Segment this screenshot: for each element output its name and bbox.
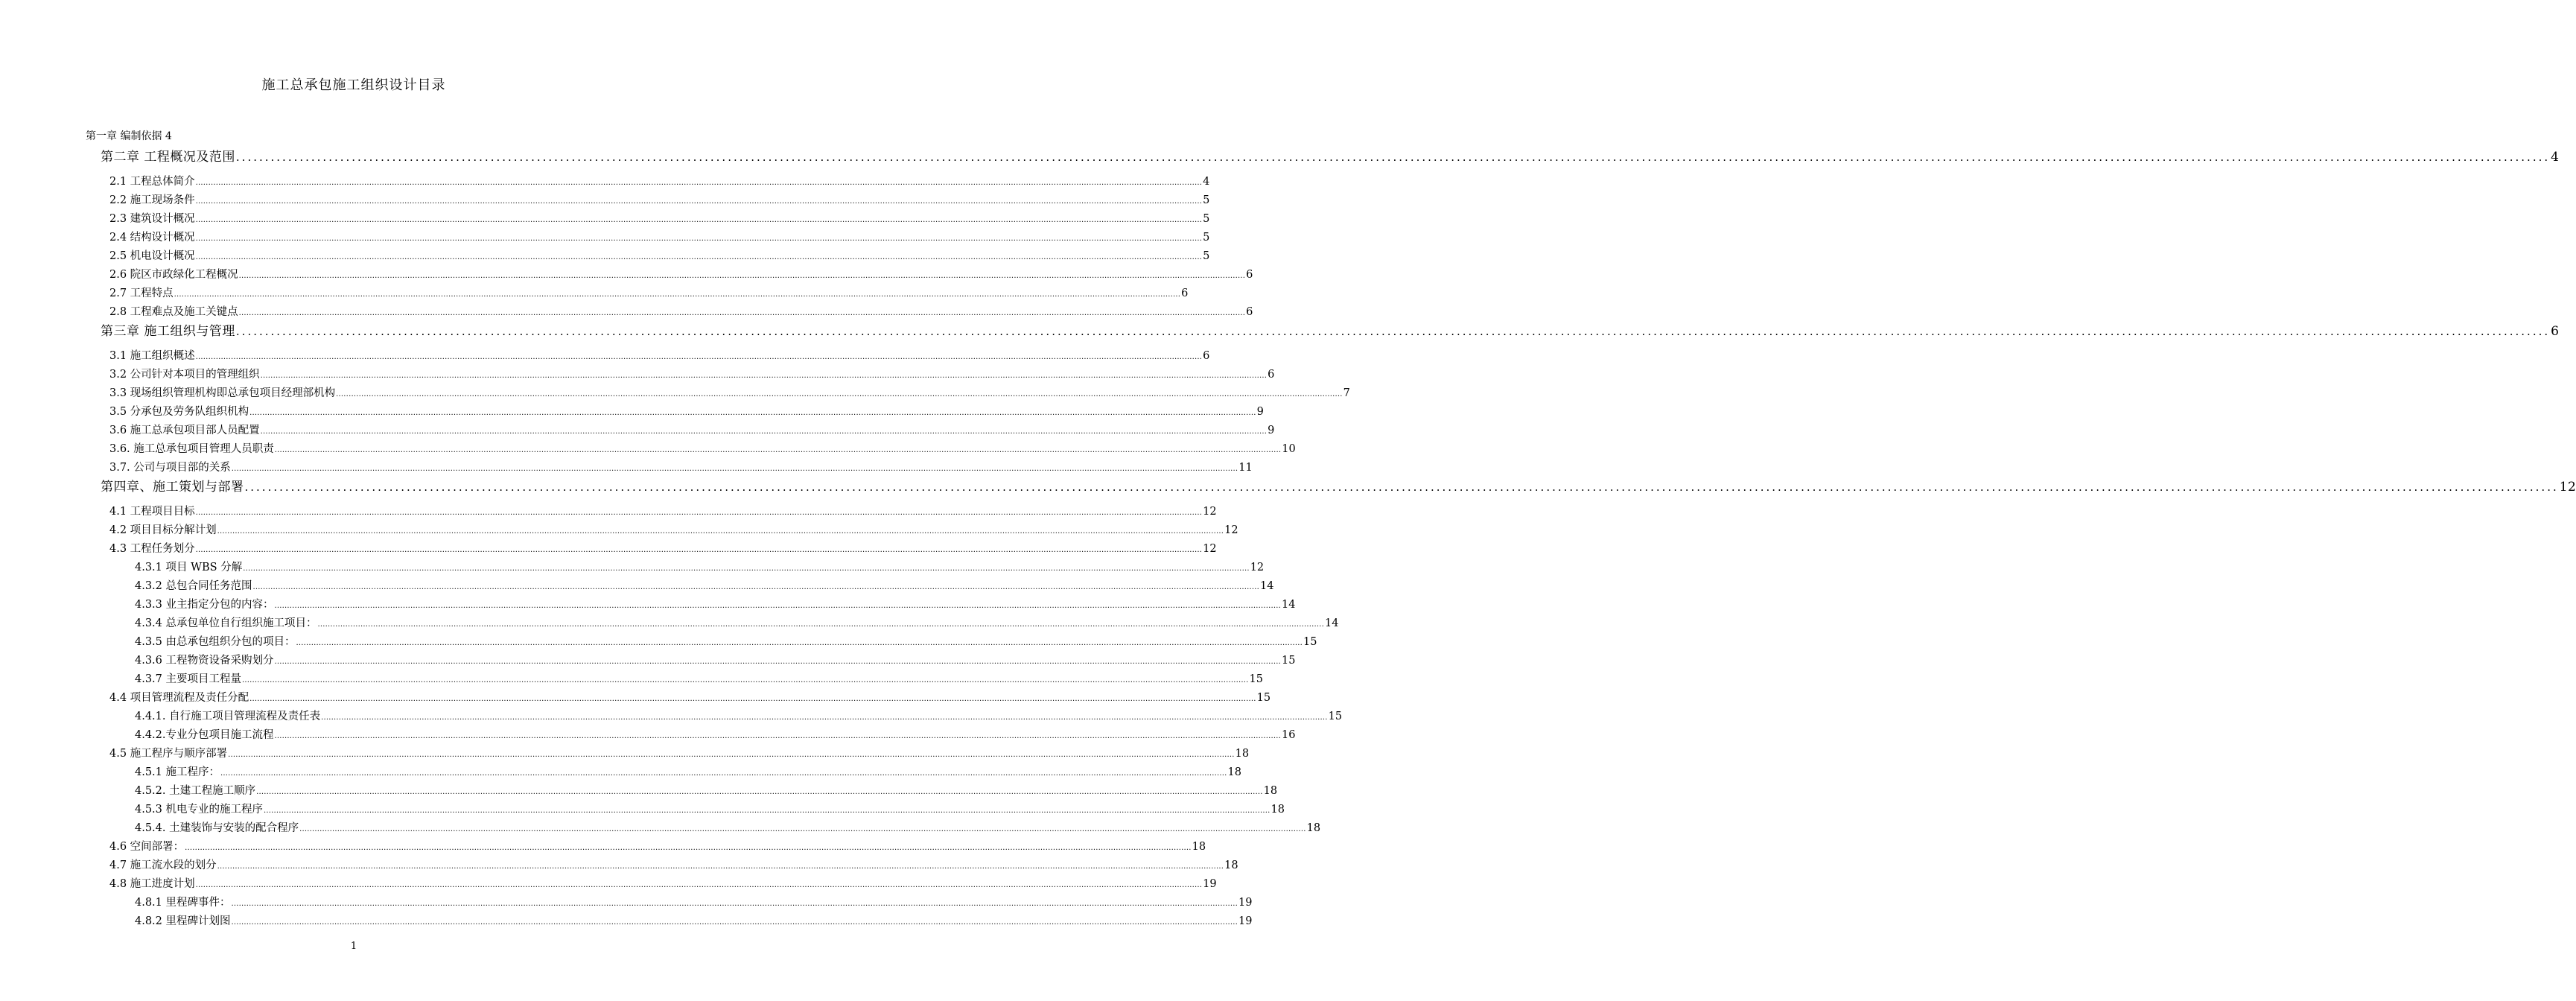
toc-entry[interactable] [135, 596, 1296, 611]
toc-entry-title: 第三章 施工组织与管理 [101, 324, 235, 339]
toc-entry-page: 14 [1282, 599, 1296, 611]
toc-entry-page: 12 [2559, 480, 2576, 495]
toc-entry[interactable] [109, 173, 1210, 188]
toc-entry[interactable] [109, 384, 1350, 400]
toc-entry[interactable] [109, 366, 1275, 381]
toc-entry[interactable] [109, 838, 1206, 854]
toc-entry[interactable] [109, 285, 1189, 300]
toc-entry-title: 2.1 工程总体简介 [109, 176, 195, 188]
toc-dot-leader: ................................................................................................................................................................................................................................................................................................................................................................................................................ [228, 751, 1235, 759]
toc-dot-leader: ................................................................................................................................................................................................................................................................................................................................................................................................................ [231, 465, 1238, 473]
toc-entry-page: 19 [1203, 878, 1217, 890]
toc-entry[interactable] [135, 894, 1253, 909]
toc-entry[interactable] [109, 210, 1210, 226]
toc-entry-title: 2.3 建筑设计概况 [109, 213, 195, 225]
toc-dot-leader: ................................................................................................................................................................................................................................................................................................................................................................................................................ [244, 480, 2559, 494]
toc-dot-leader: ................................................................................................................................................................................................................................................................................................................................................................................................................ [195, 216, 1203, 224]
toc-dot-leader: ................................................................................................................................................................................................................................................................................................................................................................................................................ [264, 807, 1270, 815]
toc-entry-page: 6 [1203, 350, 1210, 362]
toc-entry-title: 4.2 项目目标分解计划 [109, 524, 217, 536]
toc-entry[interactable] [109, 191, 1210, 207]
toc-entry-page: 4 [1203, 176, 1210, 188]
toc-entry-title: 3.6 施工总承包项目部人员配置 [109, 425, 260, 436]
toc-dot-leader: ................................................................................................................................................................................................................................................................................................................................................................................................................ [195, 197, 1203, 206]
toc-dot-leader: ................................................................................................................................................................................................................................................................................................................................................................................................................ [249, 695, 1256, 703]
toc-entry-page: 15 [1303, 636, 1317, 648]
toc-entry-title: 4.3.3 业主指定分包的内容： [135, 599, 274, 611]
toc-entry-page: 14 [1260, 580, 1274, 592]
toc-entry-page: 18 [1224, 859, 1238, 871]
toc-entry-title: 3.6. 施工总承包项目管理人员职责 [109, 443, 274, 455]
toc-entry-title: 2.2 施工现场条件 [109, 194, 195, 206]
toc-entry-page: 5 [1203, 194, 1210, 206]
toc-entry-title: 4.5.1 施工程序： [135, 766, 220, 778]
toc-dot-leader: ................................................................................................................................................................................................................................................................................................................................................................................................................ [220, 769, 1227, 778]
toc-entry[interactable] [135, 819, 1321, 835]
toc-entry-title: 4.1 工程项目目标 [109, 506, 195, 518]
toc-dot-leader: ................................................................................................................................................................................................................................................................................................................................................................................................................ [336, 390, 1343, 398]
toc-dot-leader: ................................................................................................................................................................................................................................................................................................................................................................................................................ [195, 509, 1203, 517]
toc-dot-leader: ................................................................................................................................................................................................................................................................................................................................................................................................................ [185, 844, 1192, 852]
toc-entry-page: 12 [1203, 543, 1217, 555]
toc-entry-title: 4.4.1. 自行施工项目管理流程及责任表 [135, 711, 321, 722]
toc-dot-leader: ................................................................................................................................................................................................................................................................................................................................................................................................................ [249, 409, 1256, 417]
toc-entry-page: 6 [1246, 269, 1253, 281]
toc-dot-leader: ................................................................................................................................................................................................................................................................................................................................................................................................................ [274, 732, 1281, 740]
toc-entry[interactable] [101, 320, 2560, 339]
toc-entry[interactable] [135, 708, 1343, 723]
toc-entry[interactable] [135, 633, 1317, 649]
toc-entry-page: 12 [1250, 562, 1265, 573]
toc-entry-page: 18 [1227, 766, 1241, 778]
toc-entry-title: 4.6 空间部署： [109, 841, 185, 853]
toc-entry-page: 12 [1224, 524, 1238, 536]
toc-dot-leader: ................................................................................................................................................................................................................................................................................................................................................................................................................ [296, 639, 1303, 647]
toc-entry-page: 11 [1238, 462, 1253, 474]
toc-entry[interactable] [135, 912, 1253, 928]
toc-dot-leader: ................................................................................................................................................................................................................................................................................................................................................................................................................ [252, 583, 1259, 591]
toc-entry-page: 14 [1325, 617, 1339, 629]
toc-entry[interactable] [109, 403, 1264, 419]
toc-entry-page: 7 [1343, 387, 1350, 399]
toc-entry-title: 3.7. 公司与项目部的关系 [109, 462, 231, 474]
page-title: 施工总承包施工组织设计目录 [261, 77, 446, 93]
toc-entry[interactable] [109, 347, 1210, 363]
toc-entry-title: 4.3.4 总承包单位自行组织施工项目： [135, 617, 317, 629]
toc-entry-page: 6 [1246, 306, 1253, 318]
toc-entry[interactable] [135, 801, 1285, 816]
toc-entry[interactable] [109, 503, 1217, 518]
toc-entry-page: 6 [2551, 324, 2560, 339]
toc-entry-title: 4.4.2.专业分包项目施工流程 [135, 729, 274, 741]
toc-entry[interactable] [109, 422, 1275, 437]
toc-entry-page: 15 [1282, 655, 1296, 667]
toc-entry-page: 19 [1238, 897, 1253, 909]
toc-entry-title: 3.3 现场组织管理机构即总承包项目经理部机构 [109, 387, 336, 399]
toc-entry-title: 4.5 施工程序与顺序部署 [109, 748, 228, 760]
toc-entry-chapter-1[interactable]: 第一章 编制依据 4 [86, 130, 172, 142]
toc-dot-leader: ................................................................................................................................................................................................................................................................................................................................................................................................................ [195, 881, 1203, 889]
toc-entry-page: 18 [1263, 785, 1278, 797]
toc-dot-leader: ................................................................................................................................................................................................................................................................................................................................................................................................................ [195, 546, 1203, 554]
toc-entry-title: 4.8.2 里程碑计划图 [135, 915, 231, 927]
toc-entry-page: 5 [1203, 250, 1210, 262]
toc-dot-leader: ................................................................................................................................................................................................................................................................................................................................................................................................................ [243, 565, 1250, 573]
toc-entry[interactable] [109, 266, 1253, 282]
toc-entry-page: 9 [1256, 406, 1264, 418]
toc-entry-title: 4.5.2. 土建工程施工顺序 [135, 785, 256, 797]
toc-dot-leader: ................................................................................................................................................................................................................................................................................................................................................................................................................ [235, 325, 2551, 338]
toc-dot-leader: ................................................................................................................................................................................................................................................................................................................................................................................................................ [274, 602, 1281, 610]
toc-dot-leader: ................................................................................................................................................................................................................................................................................................................................................................................................................ [321, 714, 1328, 722]
toc-entry-page: 18 [1306, 822, 1321, 834]
toc-entry[interactable] [109, 540, 1217, 556]
toc-entry-title: 3.1 施工组织概述 [109, 350, 195, 362]
toc-entry-page: 18 [1270, 804, 1285, 816]
toc-entry-title: 4.4 项目管理流程及责任分配 [109, 692, 249, 704]
toc-entry[interactable] [135, 763, 1241, 779]
toc-dot-leader: ................................................................................................................................................................................................................................................................................................................................................................................................................ [274, 446, 1282, 454]
toc-entry[interactable] [109, 440, 1296, 456]
toc-entry-title: 2.8 工程难点及施工关键点 [109, 306, 238, 318]
toc-dot-leader: ................................................................................................................................................................................................................................................................................................................................................................................................................ [195, 253, 1203, 261]
toc-dot-leader: ................................................................................................................................................................................................................................................................................................................................................................................................................ [238, 309, 1246, 317]
toc-entry[interactable] [109, 689, 1271, 705]
toc-entry[interactable] [109, 857, 1238, 872]
toc-entry[interactable] [109, 521, 1238, 537]
toc-entry-page: 18 [1192, 841, 1206, 853]
toc-entry-page: 4 [2551, 150, 2560, 165]
toc-entry-title: 第四章、施工策划与部署 [101, 480, 244, 495]
toc-entry-title: 2.6 院区市政绿化工程概况 [109, 269, 238, 281]
toc-entry-title: 4.3.6 工程物资设备采购划分 [135, 655, 274, 667]
toc-entry[interactable] [135, 670, 1263, 686]
toc-dot-leader: ................................................................................................................................................................................................................................................................................................................................................................................................................ [235, 150, 2551, 164]
toc-entry-page: 6 [1181, 287, 1189, 299]
toc-entry-title: 3.2 公司针对本项目的管理组织 [109, 369, 260, 381]
toc-entry-page: 15 [1249, 673, 1263, 685]
toc-entry-title: 4.5.3 机电专业的施工程序 [135, 804, 264, 816]
toc-entry-title: 第二章 工程概况及范围 [101, 150, 235, 165]
toc-entry-title: 4.3.1 项目 WBS 分解 [135, 562, 243, 573]
toc-entry[interactable] [135, 614, 1339, 630]
toc-entry-title: 2.7 工程特点 [109, 287, 174, 299]
toc-dot-leader: ................................................................................................................................................................................................................................................................................................................................................................................................................ [238, 272, 1246, 280]
toc-entry[interactable] [109, 459, 1253, 474]
toc-entry-title: 3.5 分承包及劳务队组织机构 [109, 406, 249, 418]
toc-entry-page: 10 [1282, 443, 1296, 455]
toc-entry-page: 18 [1235, 748, 1250, 760]
toc-dot-leader: ................................................................................................................................................................................................................................................................................................................................................................................................................ [195, 235, 1203, 243]
toc-entry-page: 16 [1282, 729, 1296, 741]
toc-dot-leader: ................................................................................................................................................................................................................................................................................................................................................................................................................ [195, 179, 1203, 187]
toc-entry[interactable] [135, 726, 1296, 742]
toc-entry[interactable] [101, 476, 2576, 495]
toc-dot-leader: ................................................................................................................................................................................................................................................................................................................................................................................................................ [256, 788, 1263, 796]
toc-entry-title: 4.8.1 里程碑事件： [135, 897, 231, 909]
toc-dot-leader: ................................................................................................................................................................................................................................................................................................................................................................................................................ [231, 918, 1238, 927]
toc-entry-title: 4.3.7 主要项目工程量 [135, 673, 242, 685]
toc-entry-page: 15 [1256, 692, 1271, 704]
toc-dot-leader: ................................................................................................................................................................................................................................................................................................................................................................................................................ [195, 353, 1203, 361]
toc-entry-title: 2.4 结构设计概况 [109, 232, 195, 244]
toc-dot-leader: ................................................................................................................................................................................................................................................................................................................................................................................................................ [299, 825, 1306, 833]
toc-entry-title: 4.7 施工流水段的划分 [109, 859, 217, 871]
toc-entry[interactable] [109, 247, 1210, 263]
toc-entry-page: 9 [1268, 425, 1275, 436]
toc-entry-page: 12 [1203, 506, 1217, 518]
toc-entry[interactable] [109, 229, 1210, 244]
toc-entry-title: 4.5.4. 土建装饰与安装的配合程序 [135, 822, 299, 834]
toc-entry[interactable] [109, 745, 1250, 760]
toc-entry[interactable] [135, 782, 1278, 798]
toc-dot-leader: ................................................................................................................................................................................................................................................................................................................................................................................................................ [174, 290, 1181, 299]
toc-dot-leader: ................................................................................................................................................................................................................................................................................................................................................................................................................ [274, 658, 1281, 666]
toc-entry-title: 4.3.2 总包合同任务范围 [135, 580, 252, 592]
toc-entry-title: 4.3.5 由总承包组织分包的项目： [135, 636, 296, 648]
toc-entry[interactable] [109, 303, 1253, 319]
toc-dot-leader: ................................................................................................................................................................................................................................................................................................................................................................................................................ [231, 900, 1238, 908]
toc-dot-leader: ................................................................................................................................................................................................................................................................................................................................................................................................................ [217, 862, 1224, 871]
toc-dot-leader: ................................................................................................................................................................................................................................................................................................................................................................................................................ [260, 372, 1268, 380]
toc-dot-leader: ................................................................................................................................................................................................................................................................................................................................................................................................................ [317, 620, 1324, 629]
toc-dot-leader: ................................................................................................................................................................................................................................................................................................................................................................................................................ [217, 527, 1224, 536]
toc-entry[interactable] [109, 875, 1217, 891]
toc-entry[interactable] [135, 559, 1265, 574]
page-number: 1 [350, 941, 357, 952]
toc-dot-leader: ................................................................................................................................................................................................................................................................................................................................................................................................................ [242, 676, 1249, 684]
toc-entry[interactable] [101, 146, 2560, 165]
toc-entry-page: 5 [1203, 232, 1210, 244]
toc-entry-title: 2.5 机电设计概况 [109, 250, 195, 262]
toc-entry[interactable] [135, 577, 1274, 593]
toc-entry-page: 6 [1268, 369, 1275, 381]
toc-dot-leader: ................................................................................................................................................................................................................................................................................................................................................................................................................ [260, 428, 1268, 436]
toc-entry-title: 4.3 工程任务划分 [109, 543, 195, 555]
toc-entry-title: 4.8 施工进度计划 [109, 878, 195, 890]
toc-entry-page: 19 [1238, 915, 1253, 927]
toc-entry-page: 15 [1328, 711, 1343, 722]
toc-entry[interactable] [135, 652, 1296, 667]
toc-entry-page: 5 [1203, 213, 1210, 225]
